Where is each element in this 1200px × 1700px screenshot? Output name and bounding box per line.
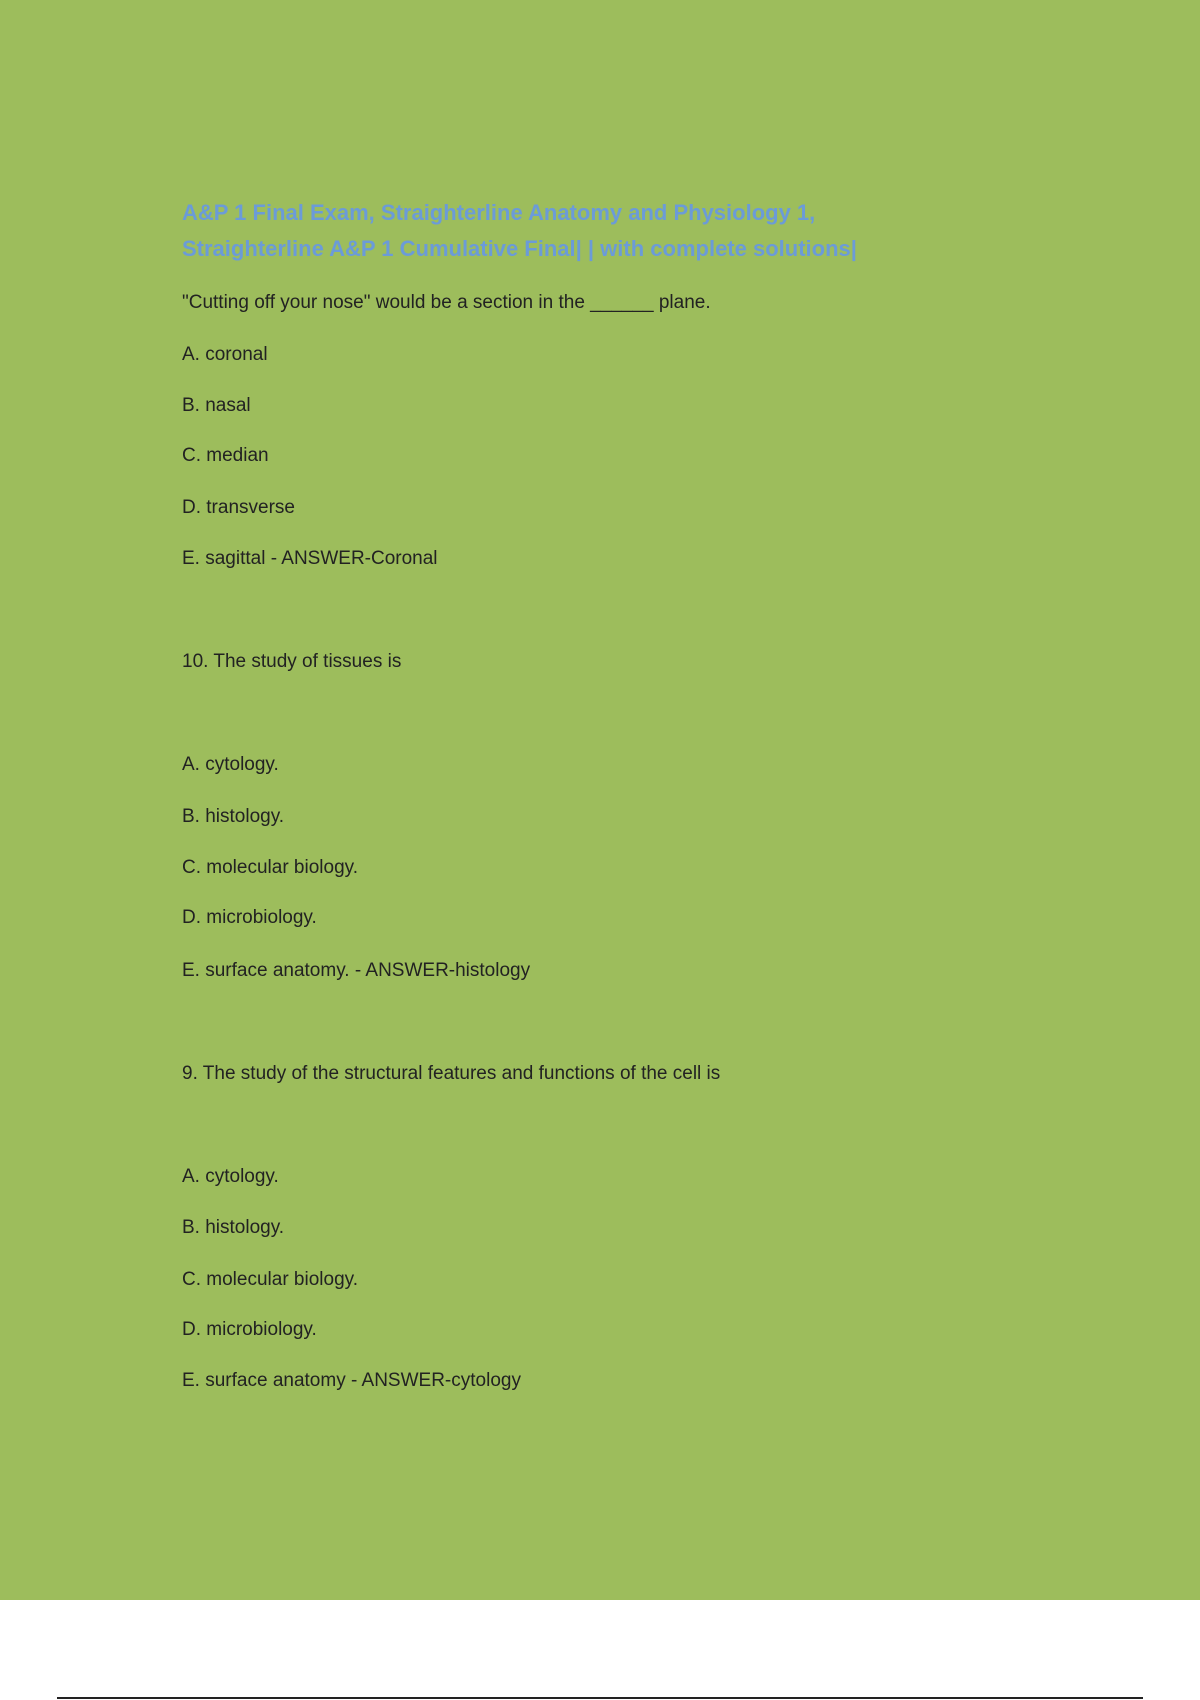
question-3-option-c: C. molecular biology. (182, 1269, 359, 1290)
question-3-prompt: 9. The study of the structural features and functions of the cell is (182, 1063, 721, 1084)
question-1-option-d: D. transverse (182, 497, 295, 518)
question-2-option-c: C. molecular biology. (182, 857, 359, 878)
question-2-option-a: A. cytology. (182, 754, 279, 775)
question-1-prompt: "Cutting off your nose" would be a section in the ______ plane. (182, 292, 711, 313)
question-2-option-b: B. histology. (182, 806, 285, 827)
question-3-option-b: B. histology. (182, 1217, 285, 1238)
footer-divider (57, 1697, 1143, 1699)
question-2-option-d: D. microbiology. (182, 907, 317, 928)
document-title-line-1: A&P 1 Final Exam, Straighterline Anatomy and Physiology 1, (182, 200, 816, 225)
question-2-prompt: 10. The study of tissues is (182, 651, 402, 672)
document-title-line-2: Straighterline A&P 1 Cumulative Final| | with complete solutions| (182, 236, 857, 261)
question-3-option-e: E. surface anatomy - ANSWER-cytology (182, 1370, 521, 1391)
question-1-option-a: A. coronal (182, 344, 268, 365)
question-1-option-b: B. nasal (182, 395, 251, 416)
question-3-option-d: D. microbiology. (182, 1319, 317, 1340)
question-1-option-e: E. sagittal - ANSWER-Coronal (182, 548, 438, 569)
question-3-option-a: A. cytology. (182, 1166, 279, 1187)
question-1-option-c: C. median (182, 445, 269, 466)
question-2-option-e: E. surface anatomy. - ANSWER-histology (182, 960, 531, 981)
